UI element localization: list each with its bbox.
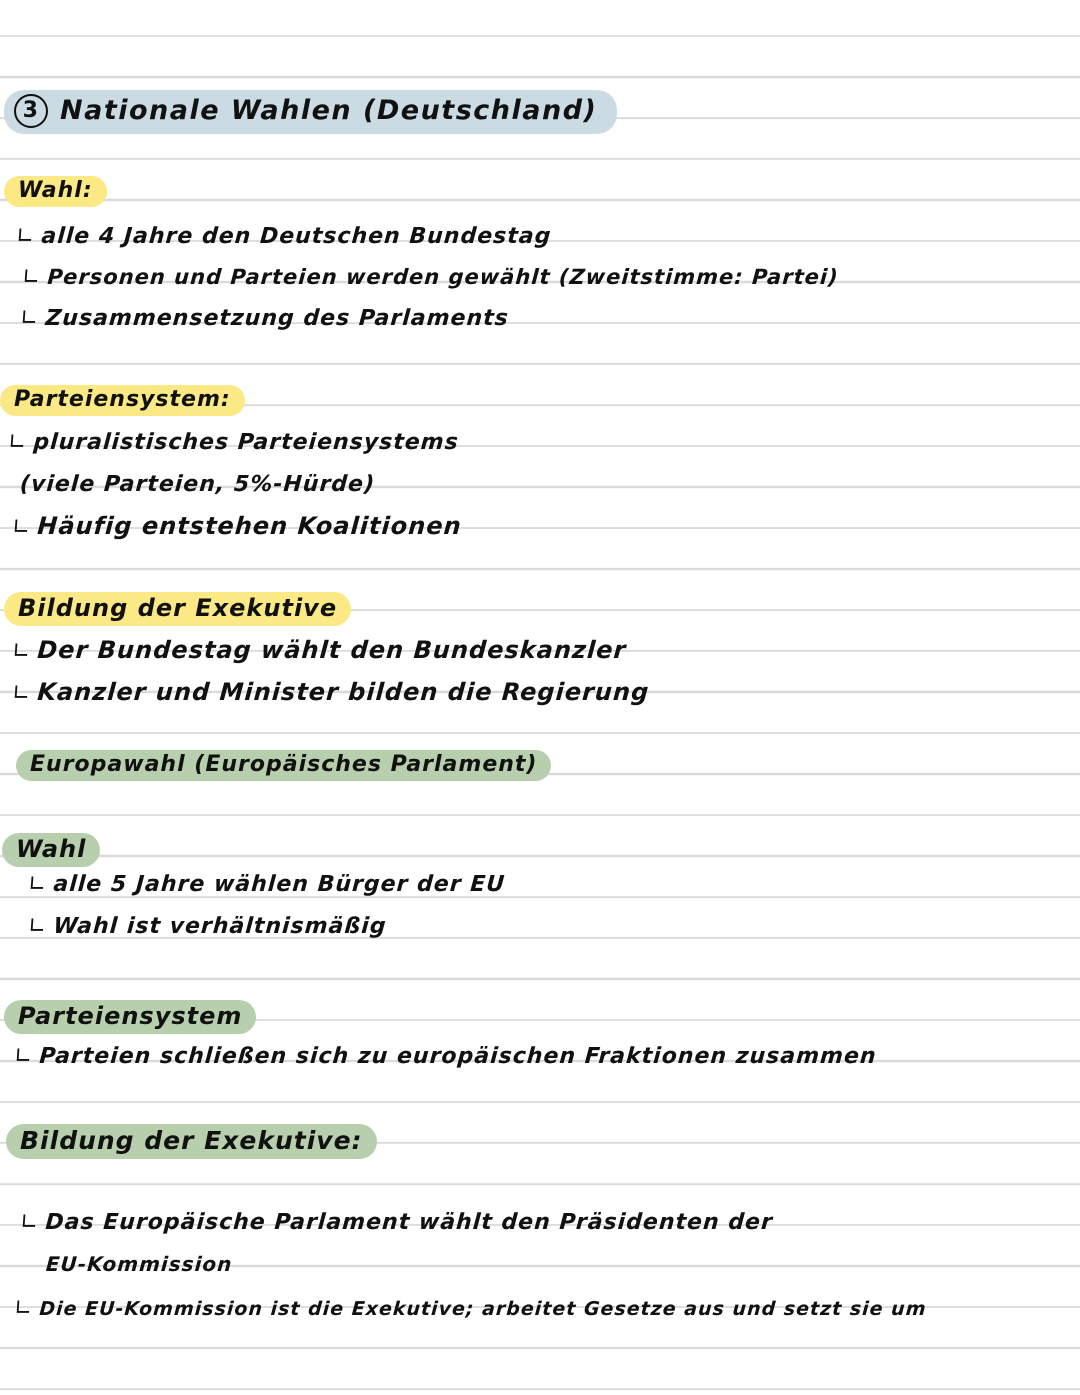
- note-line: ∟ pluralistisches Parteiensystems: [7, 430, 460, 455]
- heading-wahl-national: Wahl:: [4, 176, 107, 207]
- arrow-hook-icon: ∟: [11, 639, 33, 664]
- note-line: (viele Parteien, 5%-Hürde): [19, 472, 376, 497]
- heading-parteiensystem-national: Parteiensystem:: [0, 385, 245, 416]
- note-line: ∟ Parteien schließen sich zu europäischen Fraktionen zusammen: [13, 1044, 878, 1069]
- heading-europawahl: Europawahl (Europäisches Parlament): [16, 750, 551, 781]
- note-line: ∟ alle 4 Jahre den Deutschen Bundestag: [15, 224, 553, 249]
- note-line: ∟ alle 5 Jahre wählen Bürger der EU: [27, 872, 507, 897]
- note-line: ∟ Die EU-Kommission ist die Exekutive; arbeitet Gesetze aus und setzt sie um: [13, 1296, 928, 1321]
- note-line: ∟ Kanzler und Minister bilden die Regierung: [11, 678, 651, 706]
- note-line: ∟ Häufig entstehen Koalitionen: [11, 512, 463, 540]
- arrow-hook-icon: ∟: [21, 265, 43, 290]
- arrow-hook-icon: ∟: [27, 872, 49, 897]
- heading-exekutive-national: Bildung der Exekutive: [4, 592, 351, 626]
- heading-parteiensystem-eu: Parteiensystem: [4, 1000, 256, 1034]
- arrow-hook-icon: ∟: [11, 515, 33, 540]
- note-line: EU-Kommission: [45, 1252, 234, 1276]
- arrow-hook-icon: ∟: [15, 224, 37, 249]
- arrow-hook-icon: ∟: [11, 681, 33, 706]
- note-line: ∟ Personen und Parteien werden gewählt (Zweitstimme: Partei): [21, 265, 840, 290]
- arrow-hook-icon: ∟: [19, 306, 41, 331]
- note-line: ∟ Das Europäische Parlament wählt den Präsidenten der: [19, 1210, 774, 1235]
- arrow-hook-icon: ∟: [19, 1210, 41, 1235]
- section-number-badge: 3: [14, 94, 48, 128]
- arrow-hook-icon: ∟: [7, 430, 29, 455]
- heading-wahl-eu: Wahl: [2, 833, 100, 867]
- note-line: ∟ Der Bundestag wählt den Bundeskanzler: [11, 636, 628, 664]
- page-title-text: Nationale Wahlen (Deutschland): [60, 95, 598, 126]
- arrow-hook-icon: ∟: [27, 914, 49, 939]
- heading-exekutive-eu: Bildung der Exekutive:: [6, 1124, 377, 1159]
- note-line: ∟ Wahl ist verhältnismäßig: [27, 914, 388, 939]
- page-title: [4, 90, 617, 134]
- arrow-hook-icon: ∟: [13, 1296, 35, 1321]
- arrow-hook-icon: ∟: [13, 1044, 35, 1069]
- note-line: ∟ Zusammensetzung des Parlaments: [19, 306, 510, 331]
